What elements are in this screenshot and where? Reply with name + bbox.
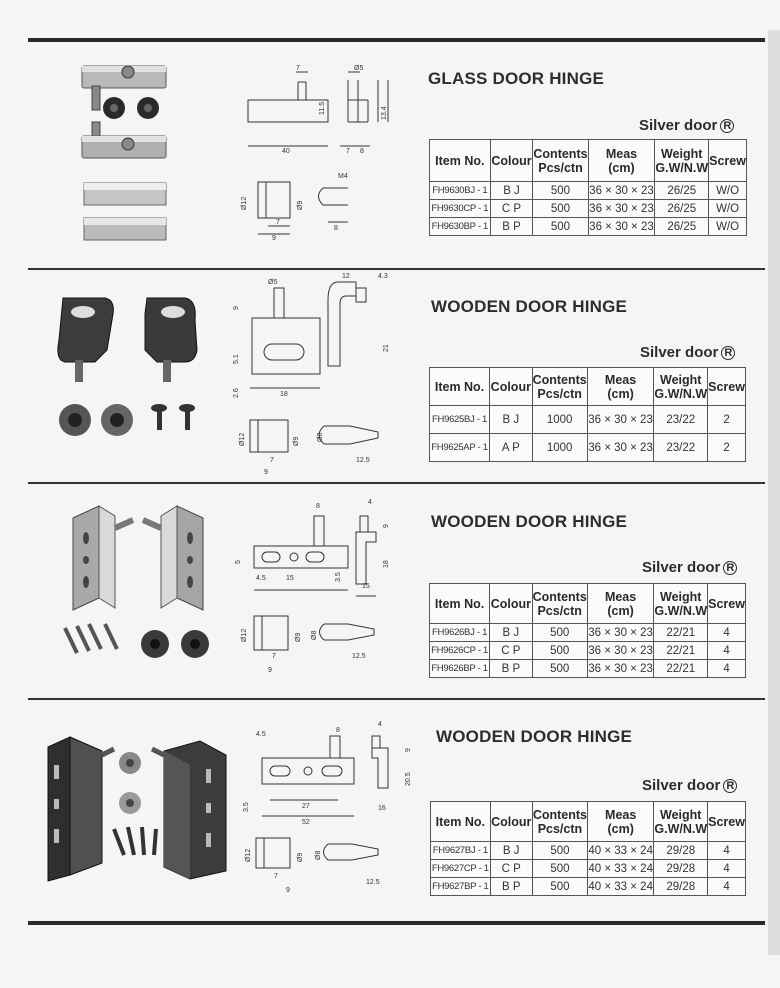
dim-label: Ø9 <box>295 632 302 642</box>
contents: 500 <box>532 642 587 660</box>
contents: 500 <box>532 860 587 878</box>
weight: 26/25 <box>655 218 709 236</box>
colour: B P <box>490 218 533 236</box>
dim-label: 4.3 <box>378 273 388 280</box>
colour: A P <box>490 434 533 462</box>
dim-label: 8 <box>334 225 338 232</box>
dim-label: 18 <box>280 391 288 398</box>
meas: 40 × 33 × 24 <box>588 842 654 860</box>
col-item: Item No. <box>430 140 491 182</box>
dim-label: 5 <box>235 560 242 564</box>
dim-label: Ø9 <box>293 436 300 446</box>
meas: 40 × 33 × 24 <box>588 878 654 896</box>
weight: 23/22 <box>654 406 708 434</box>
dim-label: 2.6 <box>233 388 240 398</box>
dim-label: Ø12 <box>239 432 246 446</box>
section-title: GLASS DOOR HINGE <box>428 69 605 88</box>
item-no: FH9630BJ - 1 <box>430 182 491 200</box>
table-row <box>431 842 746 860</box>
dim-label: 9 <box>405 748 412 752</box>
wooden-hinge-photo <box>40 725 240 885</box>
weight: 29/28 <box>654 842 708 860</box>
dim-label: 3.5 <box>335 572 342 582</box>
dim-label: 8 <box>316 503 320 510</box>
brand-label: Silver door R <box>642 559 737 576</box>
dim-label: 9 <box>233 306 240 310</box>
dim-label: Ø9 <box>297 852 304 862</box>
dim-label: 8 <box>360 148 364 155</box>
col-item: Item No. <box>430 368 490 406</box>
section-title: WOODEN DOOR HINGE <box>431 297 628 316</box>
registered-icon: R <box>720 119 734 133</box>
glass-hinge-photo <box>70 58 180 248</box>
item-no: FH9627BJ - 1 <box>431 842 491 860</box>
dim-label: 27 <box>302 803 310 810</box>
weight: 29/28 <box>654 860 708 878</box>
meas: 36 × 30 × 23 <box>588 200 655 218</box>
dim-label: 16 <box>378 805 386 812</box>
section-divider <box>28 698 765 700</box>
contents: 500 <box>532 842 587 860</box>
screw: 4 <box>708 878 746 896</box>
weight: 22/21 <box>654 642 708 660</box>
dim-label: 7 <box>270 457 274 464</box>
col-meas: Meas (cm) <box>588 140 655 182</box>
table-row <box>430 624 746 642</box>
col-item: Item No. <box>430 584 490 624</box>
meas: 36 × 30 × 23 <box>587 660 654 678</box>
meas: 36 × 30 × 23 <box>587 406 654 434</box>
table-row <box>430 218 747 236</box>
screw: 2 <box>708 434 746 462</box>
col-weight: Weight G.W/N.W <box>654 368 708 406</box>
dim-label: 18 <box>383 560 390 568</box>
brand-label: Silver door R <box>640 344 735 361</box>
meas: 36 × 30 × 23 <box>588 182 655 200</box>
item-no: FH9626BJ - 1 <box>430 624 490 642</box>
col-contents: Contents Pcs/ctn <box>533 140 588 182</box>
section-divider <box>28 482 765 484</box>
top-rule <box>28 38 765 42</box>
screw: 4 <box>708 842 746 860</box>
col-colour: Colour <box>490 802 532 842</box>
colour: B J <box>490 842 532 860</box>
dim-label: 11.5 <box>319 101 326 115</box>
contents: 500 <box>533 182 588 200</box>
wooden-hinge-drawing <box>228 270 408 480</box>
meas: 36 × 30 × 23 <box>587 434 654 462</box>
dim-label: 12.5 <box>356 457 370 464</box>
wooden-hinge-photo <box>55 498 220 673</box>
item-no: FH9625AP - 1 <box>430 434 490 462</box>
table-row <box>430 660 746 678</box>
screw: 4 <box>708 642 746 660</box>
col-item: Item No. <box>431 802 491 842</box>
col-meas: Meas (cm) <box>587 584 654 624</box>
item-no: FH9630BP - 1 <box>430 218 491 236</box>
col-colour: Colour <box>490 368 533 406</box>
colour: B J <box>490 182 533 200</box>
dim-label: 52 <box>302 819 310 826</box>
table-row <box>430 200 747 218</box>
page-edge-shadow <box>768 30 780 955</box>
contents: 500 <box>532 878 587 896</box>
weight: 26/25 <box>655 182 709 200</box>
dim-label: Ø12 <box>241 628 248 642</box>
col-weight: Weight G.W/N.W <box>654 802 708 842</box>
dim-label: 12.5 <box>366 879 380 886</box>
dim-label: 7 <box>296 65 300 72</box>
colour: B J <box>490 624 533 642</box>
section-title: WOODEN DOOR HINGE <box>436 727 633 746</box>
dim-label: 15 <box>362 583 370 590</box>
dim-label: 9 <box>286 887 290 894</box>
weight: 29/28 <box>654 878 708 896</box>
contents: 1000 <box>532 406 587 434</box>
dim-label: 7 <box>276 219 280 226</box>
colour: B J <box>490 406 533 434</box>
weight: 22/21 <box>654 660 708 678</box>
dim-label: 12 <box>342 273 350 280</box>
registered-icon: R <box>723 779 737 793</box>
dim-label: Ø8 <box>315 850 322 860</box>
spec-table <box>429 367 746 462</box>
dim-label: 4 <box>368 499 372 506</box>
contents: 500 <box>532 624 587 642</box>
table-row <box>430 182 747 200</box>
weight: 23/22 <box>654 434 708 462</box>
col-contents: Contents Pcs/ctn <box>532 584 587 624</box>
screw: W/O <box>709 200 747 218</box>
item-no: FH9626CP - 1 <box>430 642 490 660</box>
col-screw: Screw <box>709 140 747 182</box>
weight: 26/25 <box>655 200 709 218</box>
spec-table <box>429 139 747 236</box>
screw: W/O <box>709 182 747 200</box>
col-screw: Screw <box>708 802 746 842</box>
col-contents: Contents Pcs/ctn <box>532 802 587 842</box>
brand-label: Silver door R <box>642 777 737 794</box>
contents: 500 <box>532 660 587 678</box>
wooden-hinge-drawing <box>228 712 418 902</box>
dim-label: 7 <box>346 148 350 155</box>
col-weight: Weight G.W/N.W <box>654 584 708 624</box>
col-colour: Colour <box>490 140 533 182</box>
dim-label: 15 <box>286 575 294 582</box>
table-row <box>431 878 746 896</box>
dim-label: M4 <box>338 173 348 180</box>
dim-label: 13.4 <box>381 106 388 120</box>
contents: 1000 <box>532 434 587 462</box>
item-no: FH9625BJ - 1 <box>430 406 490 434</box>
dim-label: 9 <box>383 524 390 528</box>
wooden-hinge-drawing <box>228 492 408 682</box>
dim-label: 5.1 <box>233 354 240 364</box>
spec-table <box>430 801 746 896</box>
brand-label: Silver door R <box>639 117 734 134</box>
glass-hinge-drawing <box>228 60 403 240</box>
section-title: WOODEN DOOR HINGE <box>431 512 628 531</box>
dim-label: 9 <box>272 235 276 240</box>
dim-label: Ø8 <box>311 630 318 640</box>
meas: 36 × 30 × 23 <box>588 218 655 236</box>
registered-icon: R <box>723 561 737 575</box>
meas: 40 × 33 × 24 <box>588 860 654 878</box>
dim-label: 40 <box>282 148 290 155</box>
col-contents: Contents Pcs/ctn <box>532 368 587 406</box>
colour: B P <box>490 878 532 896</box>
colour: B P <box>490 660 533 678</box>
dim-label: 7 <box>274 873 278 880</box>
col-weight: Weight G.W/N.W <box>655 140 709 182</box>
table-row <box>430 642 746 660</box>
dim-label: 3.5 <box>243 802 250 812</box>
contents: 500 <box>533 218 588 236</box>
col-meas: Meas (cm) <box>587 368 654 406</box>
dim-label: Ø8 <box>317 432 324 442</box>
col-meas: Meas (cm) <box>588 802 654 842</box>
item-no: FH9627CP - 1 <box>431 860 491 878</box>
table-row <box>431 860 746 878</box>
dim-label: 20.5 <box>405 772 412 786</box>
registered-icon: R <box>721 346 735 360</box>
col-screw: Screw <box>708 368 746 406</box>
dim-label: 4.5 <box>256 731 266 738</box>
meas: 36 × 30 × 23 <box>587 624 654 642</box>
screw: 4 <box>708 624 746 642</box>
contents: 500 <box>533 200 588 218</box>
spec-table <box>429 583 746 678</box>
dim-label: 9 <box>268 667 272 674</box>
dim-label: 12.5 <box>352 653 366 660</box>
table-row <box>430 434 746 462</box>
col-screw: Screw <box>708 584 746 624</box>
dim-label: Ø12 <box>241 196 248 210</box>
dim-label: 9 <box>264 469 268 476</box>
wooden-hinge-photo <box>45 290 215 450</box>
colour: C P <box>490 642 533 660</box>
screw: 4 <box>708 860 746 878</box>
item-no: FH9630CP - 1 <box>430 200 491 218</box>
colour: C P <box>490 860 532 878</box>
col-colour: Colour <box>490 584 533 624</box>
dim-label: Ø5 <box>268 279 278 286</box>
screw: 4 <box>708 660 746 678</box>
screw: W/O <box>709 218 747 236</box>
dim-label: 7 <box>272 653 276 660</box>
colour: C P <box>490 200 533 218</box>
dim-label: Ø9 <box>297 200 304 210</box>
dim-label: 8 <box>336 727 340 734</box>
dim-label: 4 <box>378 721 382 728</box>
bottom-rule <box>28 921 765 925</box>
item-no: FH9626BP - 1 <box>430 660 490 678</box>
weight: 22/21 <box>654 624 708 642</box>
screw: 2 <box>708 406 746 434</box>
dim-label: Ø5 <box>354 65 364 72</box>
table-row <box>430 406 746 434</box>
dim-label: Ø12 <box>245 848 252 862</box>
dim-label: 4.5 <box>256 575 266 582</box>
item-no: FH9627BP - 1 <box>431 878 491 896</box>
meas: 36 × 30 × 23 <box>587 642 654 660</box>
dim-label: 21 <box>383 344 390 352</box>
